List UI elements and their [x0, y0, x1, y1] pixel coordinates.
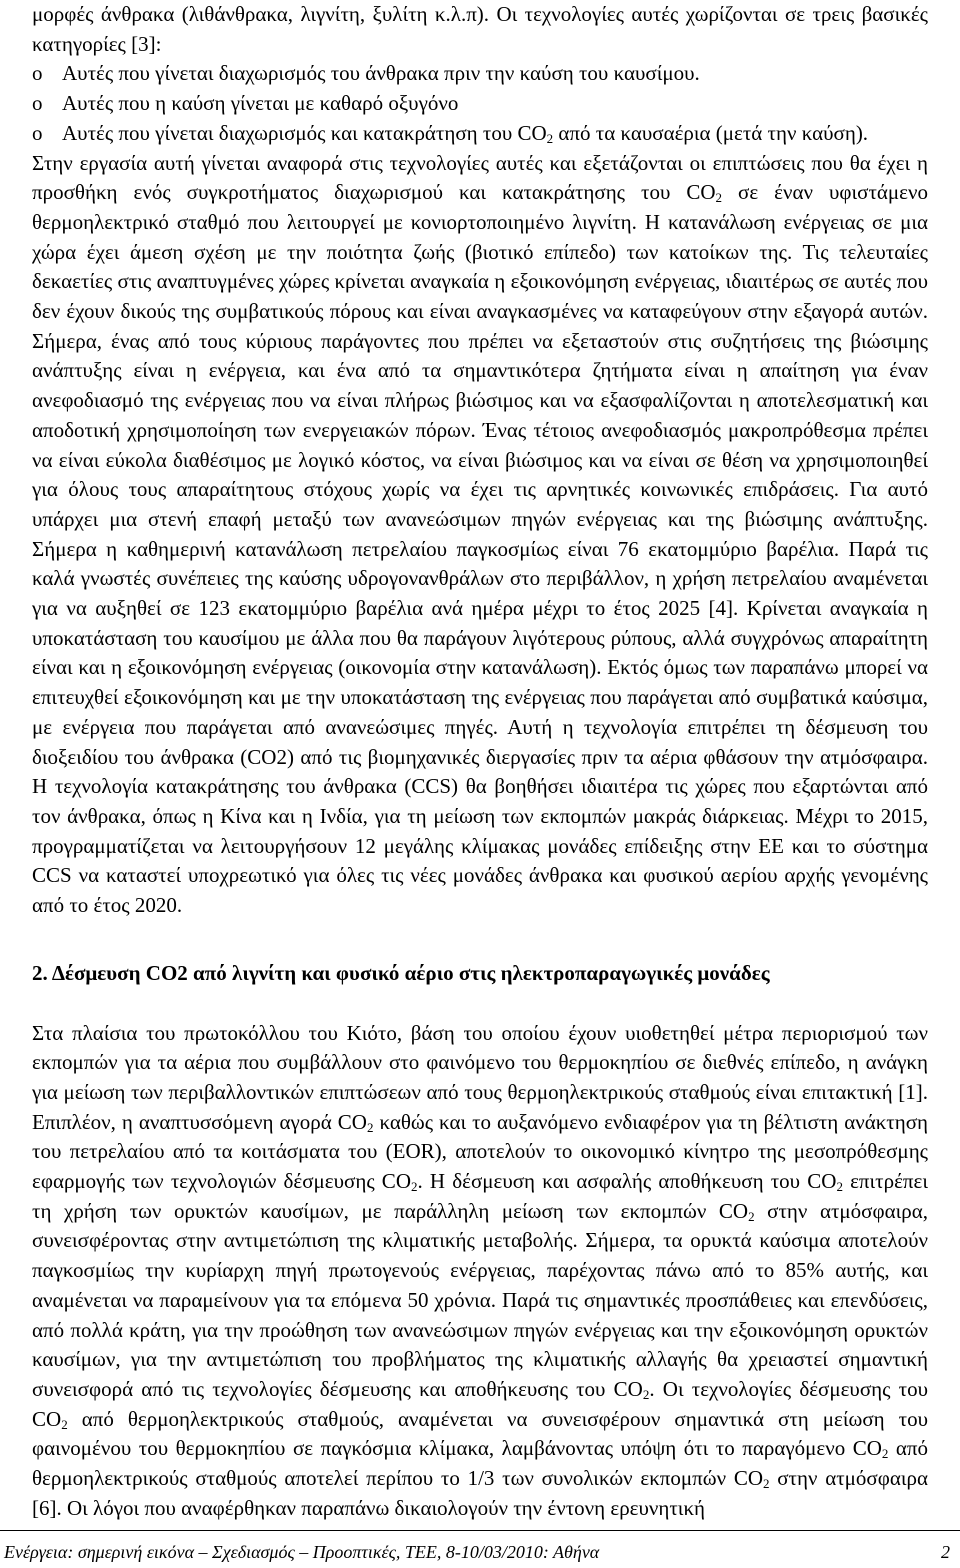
category-list — [32, 59, 928, 148]
subscript: 2 — [836, 1179, 843, 1195]
subscript: 2 — [410, 1179, 418, 1195]
paragraph-text: Στα πλαίσια του πρωτοκόλλου του Κιότο, βάση του οποίου έχουν υιοθετηθεί μέτρα περιορισμού των εκπομπών για τα αέρια που συμβάλλουν στο φαινόμενο του θερμοκηπίου σε διεθνές επίπεδο, η ανάγκη για μείωση των περιβαλλοντικών επιπτώσεων από τους θερμοηλεκτρικούς σταθμούς είναι επιτακτική [1]. Επιπλέον, η αναπτυσσόμενη αγορά CO — [32, 1020, 928, 1134]
paragraph-text: σε έναν υφιστάμενο θερμοηλεκτρικό σταθμό που λειτουργεί με κονιορτοποιημένο λιγνίτη. Η κατανάλωση ενέργειας σε μια χώρα έχει άμεση σχέση με την ποιότητα ζωής (βιοτικό επίπεδο) των κατοίκων της. Τις τελευταίες δεκαετίες στις αναπτυγμένες χώρες κρίνεται αναγκαία η εξοικονόμηση ενέργειας, ιδιαιτέρως σε αυτές που δεν έχουν δικούς της συμβατικούς πόρους και είναι αναγκασμένες να καταφεύγουν στην εξαγορά αυτών. Σήμερα, ένας από τους κύριους παράγοντες που πρέπει να εξεταστούν στις συζητήσεις της βιώσιμης ανάπτυξης είναι η ενέργεια, και ένα από τα σημαντικότερα ζητήματα είναι η απαίτηση για έναν ανεφοδιασμό της ενέργειας που να είναι πλήρως βιώσιμος και να εξασφαλίζονται η αποτελεσματική και αποδοτική χρησιμοποίηση των ενεργειακών πόρων. Ένας τέτοιος ανεφοδιασμός μακροπρόθεσμα πρέπει να είναι εύκολα διαθέσιμος με λογικό κόστος, να είναι βιώσιμος και να είναι σε θέση να χρησιμοποιηθεί για όλους τους απαραίτητους στόχους χωρίς να έχει τις αρνητικές κοινωνικές επιδράσεις. Για αυτό υπάρχει μια στενή επαφή μεταξύ των ανανεώσιμων πηγών ενέργειας και της βιώσιμης ανάπτυξης. Σήμερα η καθημερινή κατανάλωση πετρελαίου παγκοσμίως είναι 76 εκατομμύριο βαρέλια. Παρά τις καλά γνωστές συνέπειες της καύσης υδρογονανθράλων στο περιβάλλον, η χρήση πετρελαίου αναμένεται για να αυξηθεί σε 123 εκατομμύριο βαρέλια ανά ημέρα μέχρι το έτος 2025 [4]. Κρίνεται αναγκαία η υποκατάσταση του καυσίμου με άλλα που θα παράγουν λιγότερους ρύπους, αλλά συγχρόνως απαραίτητη είναι και η εξοικονόμηση ενέργειας (οικονομία στην κατανάλωση). Εκτός όμως των παραπάνω μπορεί να επιτευχθεί εξοικονόμηση και με την υποκατάσταση της ενέργειας που παράγεται από συμβατικά καύσιμα, με ενέργεια που παράγεται από ανανεώσιμες πηγές. Αυτή η τεχνολογία επιτρέπει τη δέσμευση του διοξειδίου του άνθρακα (CO2) από τις βιομηχανικές διεργασίες πριν τα αέρια φθάσουν την ατμόσφαιρα. Η τεχνολογία κατακράτησης του άνθρακα (CCS) θα βοηθήσει ιδιαιτέρα τις χώρες που εξαρτώνται από τον άνθρακα, όπως η Κίνα και η Ινδία, για τη μείωση των εκπομπών μακράς διάρκειας. Μέχρι το 2015, προγραμματίζεται να λειτουργήσουν 12 μεγάλης κλίμακας μονάδες επίδειξης στην ΕΕ και το σύστημα CCS να καταστεί υποχρεωτικό για όλες τις νέες μονάδες άνθρακα και φυσικού αερίου αρχής γενομένης από το έτος 2020. — [32, 180, 928, 918]
paragraph-text: από θερμοηλεκτρικούς σταθμούς αποτελεί περίπου το 1/3 των συνολικών εκπομπών CO — [32, 1436, 929, 1491]
paragraph-text: . Η δέσμευση και ασφαλής αποθήκευση του CO — [417, 1169, 837, 1194]
subscript: 2 — [763, 1476, 770, 1492]
list-item-text: Αυτές που γίνεται διαχωρισμός του άνθρακα πριν την καύση του καυσίμου. — [62, 61, 700, 86]
list-item — [32, 119, 928, 149]
paragraph-text: καθώς και το αυξανόμενο ενδιαφέρον για τη βέλτιστη ανάκτηση του πετρελαίου από τα κοιτάσματα του (EOR), αποτελούν το οικονομικό κίνητρο της μεσοπρόθεσμης εφαρμογής των τεχνολογιών δέσμευσης CO — [32, 1109, 929, 1194]
paragraph-text: . Οι τεχνολογίες δέσμευσης του CO — [32, 1376, 928, 1431]
subscript: 2 — [715, 190, 723, 206]
page-number: 2 — [941, 1542, 950, 1562]
bullet-marker: o — [32, 120, 43, 145]
section-heading: 2. Δέσμευση CO2 από λιγνίτη και φυσικό αέριο στις ηλεκτροπαραγωγικές μονάδες — [32, 960, 770, 985]
page-footer — [4, 1541, 950, 1563]
list-item — [32, 89, 928, 119]
list-item-text: Αυτές που γίνεται διαχωρισμός και κατακράτηση του CO — [62, 120, 547, 145]
paragraph-text: από θερμοηλεκτρικούς σταθμούς, αναμένεται να συνεισφέρουν σημαντικά στη μείωση του φαινομένου του θερμοκηπίου σε παγκόσμια κλίμακα, λαμβάνοντας υπόψη ότι το παραγόμενο CO — [32, 1406, 928, 1461]
subscript: 2 — [748, 1208, 755, 1224]
paragraph-text: επιτρέπει τη χρήση των ορυκτών καυσίμων, με παράλληλη μείωση των εκπομπών CO — [32, 1169, 928, 1223]
footer-text: Ενέργεια: σημερινή εικόνα – Σχεδιασμός – Προοπτικές, ΤΕΕ, 8-10/03/2010: Αθήνα — [4, 1542, 600, 1562]
bullet-marker: o — [32, 91, 43, 116]
paragraph-text: στην ατμόσφαιρα, συνεισφέροντας στην αντιμετώπιση της κλιματικής μεταβολής. Σήμερα, τα ορυκτά καύσιμα αποτελούν παγκοσμίως την κυρίαρχη πηγή πρωτογενούς ενέργειας, παρέχοντας πάνω από το 85% αυτής, και αναμένεται να παραμείνουν για τα επόμενα 50 χρόνια. Παρά τις σημαντικές προσπάθειες και επενδύσεις, από πολλά κράτη, για την προώθηση των ανανεώσιμων πηγών ενέργειας και την εξοικονόμηση ορυκτών καυσίμων, για την αντιμετώπιση του προβλήματος της κλιματικής αλλαγής θα χρειαστεί σημαντική συνεισφορά από τις τεχνολογίες δέσμευσης και αποθήκευσης του CO — [32, 1198, 929, 1401]
intro-paragraph: μορφές άνθρακα (λιθάνθρακα, λιγνίτη, ξυλίτη κ.λ.π). Οι τεχνολογίες αυτές χωρίζονται σε τρεις βασικές κατηγορίες [3]: — [32, 2, 928, 56]
paragraph-text: Στην εργασία αυτή γίνεται αναφορά στις τεχνολογίες αυτές και εξετάζονται οι επιπτώσεις που θα έχει η προσθήκη ενός συγκροτήματος διαχωρισμού και κατακράτησης του CO — [32, 150, 928, 205]
body-paragraph-1 — [32, 149, 928, 921]
subscript: 2 — [546, 130, 554, 146]
subscript: 2 — [61, 1416, 68, 1432]
paragraph-text: στην ατμόσφαιρα [6]. Οι λόγοι που αναφέρθηκαν παραπάνω δικαιολογούν την έντονη ερευνητική — [32, 1466, 928, 1520]
list-item-text: Αυτές που η καύση γίνεται με καθαρό οξυγόνο — [62, 91, 459, 116]
list-item — [32, 59, 928, 89]
body-paragraph-2 — [32, 1019, 928, 1524]
list-item-text: από τα καυσαέρια (μετά την καύση). — [553, 120, 869, 145]
bullet-marker: o — [32, 61, 43, 86]
subscript: 2 — [642, 1386, 650, 1402]
page-body — [32, 0, 928, 1523]
subscript: 2 — [366, 1119, 374, 1135]
subscript: 2 — [881, 1446, 889, 1462]
footer-divider — [0, 1530, 960, 1531]
